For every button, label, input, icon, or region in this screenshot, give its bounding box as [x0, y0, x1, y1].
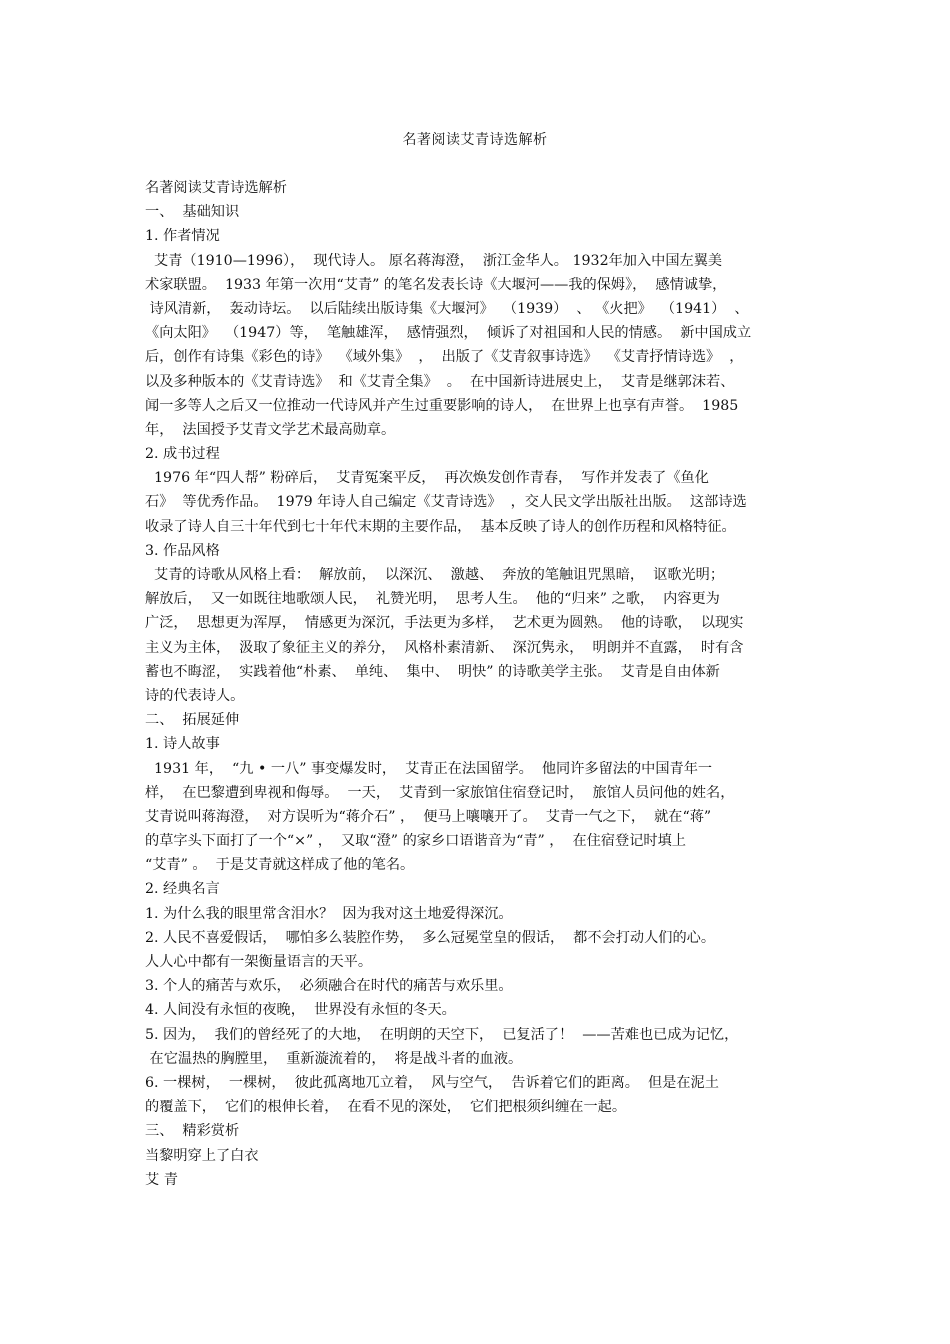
subsection-heading: 2. 经典名言: [145, 881, 220, 898]
paragraph-line: 闻一多等人之后又一位推动一代诗风并产生过重要影响的诗人， 在世界上也享有声誉。 1985: [145, 397, 739, 414]
paragraph-line: 年， 法国授予艾青文学艺术最高勋章。: [145, 421, 396, 438]
quote-line: 2. 人民不喜爱假话， 哪怕多么装腔作势， 多么冠冕堂皇的假话， 都不会打动人们的心。: [145, 929, 716, 946]
paragraph-line: 后，创作有诗集《彩色的诗》 《域外集》 ， 出版了《艾青叙事诗选》 《艾青抒情诗选》 ，: [145, 349, 744, 366]
quote-line: 在它温热的胸膛里， 重新漩流着的， 将是战斗者的血液。: [145, 1050, 523, 1067]
subsection-heading: 2. 成书过程: [145, 446, 220, 463]
poem-author: 艾 青: [145, 1171, 178, 1188]
subsection-heading: 1. 作者情况: [145, 228, 220, 245]
page-title: 名著阅读艾青诗选解析: [402, 132, 548, 148]
section-heading: 二、 拓展延伸: [145, 712, 240, 729]
quote-line: 4. 人间没有永恒的夜晚， 世界没有永恒的冬天。: [145, 1002, 456, 1019]
paragraph-line: 术家联盟。 1933 年第一次用“艾青” 的笔名发表长诗《大堰河——我的保姆》， 感情诚挚，: [145, 276, 727, 293]
quote-line: 1. 为什么我的眼里常含泪水？ 因为我对这土地爱得深沉。: [145, 905, 513, 922]
paragraph-line: 1976 年“四人帮” 粉碎后， 艾青冤案平反， 再次焕发创作青春， 写作并发表了《鱼化: [145, 470, 709, 487]
quote-line: 6. 一棵树， 一棵树， 彼此孤离地兀立着， 风与空气， 告诉着它们的距离。 但是在泥土: [145, 1074, 719, 1091]
paragraph-line: 《向太阳》 （1947）等， 笔触雄浑， 感情强烈， 倾诉了对祖国和人民的情感。 新中国成立: [145, 325, 752, 342]
paragraph-line: 的草字头下面打了一个“×” ， 又取“澄” 的家乡口语谐音为“青” ， 在住宿登记时填上: [145, 833, 686, 850]
section-heading: 一、 基础知识: [145, 204, 240, 221]
paragraph-line: 艾青（1910—1996）， 现代诗人。 原名蒋海澄， 浙江金华人。 1932年加入中国左翼美: [145, 252, 723, 269]
section-heading: 三、 精彩赏析: [145, 1123, 240, 1140]
paragraph-line: 诗的代表诗人。: [145, 687, 245, 704]
paragraph-line: 样， 在巴黎遭到卑视和侮辱。 一天， 艾青到一家旅馆住宿登记时， 旅馆人员问他的姓名，: [145, 784, 735, 801]
paragraph-line: 解放后， 又一如既往地歌颂人民， 礼赞光明， 思考人生。 他的“归来” 之歌， 内容更为: [145, 591, 720, 608]
paragraph-line: “艾青” 。 于是艾青就这样成了他的笔名。: [145, 857, 415, 874]
paragraph-line: 1931 年， “九 • 一八” 事变爆发时， 艾青正在法国留学。 他同许多留法的中国青年一: [145, 760, 713, 777]
subsection-heading: 1. 诗人故事: [145, 736, 220, 753]
document-body: [145, 176, 817, 1192]
paragraph-line: 艾青的诗歌从风格上看： 解放前， 以深沉、 激越、 奔放的笔触诅咒黑暗， 讴歌光明；: [145, 567, 725, 583]
quote-line: 3. 个人的痛苦与欢乐， 必须融合在时代的痛苦与欢乐里。: [145, 978, 513, 995]
paragraph-line: 主义为主体， 汲取了象征主义的养分， 风格朴素清新、 深沉隽永， 明朗并不直露， 时有含: [145, 639, 744, 656]
paragraph-line: 以及多种版本的《艾青诗选》 和《艾青全集》 。 在中国新诗进展史上， 艾青是继郭沫若、: [145, 373, 735, 390]
paragraph-line: 诗风清新， 轰动诗坛。 以后陆续出版诗集《大堰河》 （1939） 、 《火把》 （1941） 、: [145, 300, 749, 317]
paragraph-line: 收录了诗人自三十年代到七十年代末期的主要作品， 基本反映了诗人的创作历程和风格特征。: [145, 518, 736, 535]
subsection-heading: 3. 作品风格: [145, 542, 220, 559]
paragraph-line: 艾青说叫蒋海澄， 对方误听为“蒋介石” ， 便马上嚷嚷开了。 艾青一气之下， 就在“蒋”: [145, 808, 712, 825]
paragraph-line: 蓄也不晦涩， 实践着他“朴素、 单纯、 集中、 明快” 的诗歌美学主张。 艾青是自由体新: [145, 663, 720, 680]
quote-line: 的覆盖下， 它们的根伸长着， 在看不见的深处， 它们把根须纠缠在一起。: [145, 1099, 627, 1116]
paragraph-line: 广泛， 思想更为浑厚， 情感更为深沉，手法更为多样， 艺术更为圆熟。 他的诗歌， 以现实: [145, 615, 744, 632]
quote-line: 人人心中都有一架衡量语言的天平。: [145, 954, 373, 970]
poem-title: 当黎明穿上了白衣: [145, 1147, 259, 1164]
quote-line: 5. 因为， 我们的曾经死了的大地， 在明朗的天空下， 已复活了！ ——苦难也已成为记忆，: [145, 1026, 739, 1043]
doc-heading: 名著阅读艾青诗选解析: [145, 180, 287, 196]
paragraph-line: 石》 等优秀作品。 1979 年诗人自己编定《艾青诗选》 ，交人民文学出版社出版。 这部诗选: [145, 494, 747, 511]
